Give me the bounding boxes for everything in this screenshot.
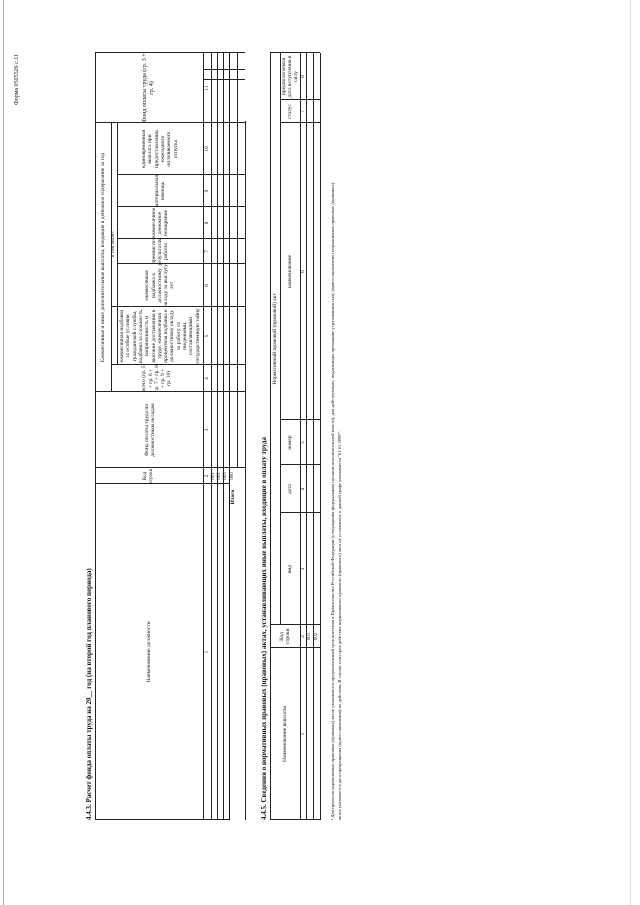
col-payment-header: Наименование выплаты bbox=[281, 705, 288, 763]
col-total-header: всего (гр. 5 + гр. 6 + гр. 7 + гр. 8 + гр. 9 + гр. 10) bbox=[141, 365, 173, 392]
col-salary-fund-header: Фонд оплаты труда по должностным окладам bbox=[143, 403, 156, 457]
scan-edge-right bbox=[630, 0, 631, 905]
col-num-445-1: 1 bbox=[299, 732, 306, 736]
col-5-header: ежемесячная надбавка за особые условия гражданской службы, надбавка за сложность, напряженность и высокие достижения в труде, ежемесячная процентная надбавка к должностному окладу за работу со сведениями, составляющими государственную тайну bbox=[118, 308, 201, 364]
col-num-7: 7 bbox=[203, 250, 210, 253]
in-total-label: в том числе: bbox=[111, 230, 117, 258]
legal-acts-table bbox=[270, 53, 320, 820]
col-num-2: 2 bbox=[203, 474, 210, 478]
col-num-10: 10 bbox=[203, 146, 210, 152]
col-num-445-2: 2 bbox=[299, 635, 306, 638]
footnote-line-2: актов указывается дата прекращения (приостановления) их действия. В случае если срок действия нормативного правового (правового) акта не установлен, в данной графе указывается "01 01 2099". bbox=[337, 431, 342, 820]
col-num-4: 4 bbox=[203, 377, 210, 380]
col-num-445-3: 3 bbox=[299, 567, 306, 571]
total-code: 900 bbox=[230, 472, 236, 480]
col-10-header: единовременная выплата при предоставлении ежегодного оплачиваемого отпуска bbox=[141, 129, 179, 169]
col-code-header-445: Код строки bbox=[278, 628, 291, 645]
col-status-header: статус bbox=[286, 104, 293, 119]
total-label: Итого bbox=[229, 489, 236, 505]
col-num-1: 1 bbox=[203, 650, 210, 654]
col-num-8: 8 bbox=[203, 221, 210, 225]
col-9-header: материальная помощь bbox=[153, 175, 166, 207]
col-number-header: номер bbox=[286, 435, 293, 450]
col-date-header: дата bbox=[286, 484, 293, 495]
col-8-header: ежемесячное денежное поощрение bbox=[150, 207, 170, 239]
row-code-445-001: 001 bbox=[306, 632, 312, 641]
col-fot-header: Фонд оплаты труда (гр. 3 + гр. 4) bbox=[142, 53, 155, 123]
col-num-445-7: 7 bbox=[299, 110, 306, 113]
row-code-002: 002 bbox=[217, 472, 223, 480]
row-code-001: 001 bbox=[211, 472, 217, 480]
footnote-line-1: ¹ Для проектов нормативных правовых (правовых) актов указываются предполагаемый срок внесения в Правительство Российской Федерации (утверждения федеральным органом исполнительной власти), для действующих, подлежащих признанию утратившими силу (приостановлению) нормативных правовых (правовых) bbox=[330, 182, 335, 820]
col-num-445-6: 6 bbox=[299, 270, 306, 273]
section-445-title: 4.4.5. Сведения о нормативных правовых (правовых) актах, устанавливающих иные выплаты, входящие в оплату труда bbox=[260, 437, 268, 820]
col-num-3: 3 bbox=[203, 428, 210, 432]
col-code-header: Код строки bbox=[143, 468, 154, 484]
form-label: Форма 0505526 с.11 bbox=[14, 53, 20, 105]
col-num-445-4: 4 bbox=[299, 487, 306, 491]
col-num-11: 11 bbox=[203, 85, 210, 91]
scan-edge-left bbox=[3, 0, 4, 905]
col-6-header: ежемесячная надбавка к должностному окладу за выслугу лет bbox=[144, 264, 176, 307]
group-header-legal-act: Нормативный правовой (правовой) акт bbox=[271, 293, 278, 385]
row-code-445-002: 002 bbox=[313, 632, 319, 641]
col-status-date-header: предполагаемая дата вступления в силу bbox=[280, 55, 300, 98]
col-type-header: вид bbox=[286, 564, 293, 574]
col-name-header: наименование bbox=[286, 254, 293, 289]
col-7-header: премии по результатам работы bbox=[150, 237, 170, 266]
col-num-445-5: 5 bbox=[299, 441, 306, 444]
col-num-6: 6 bbox=[203, 284, 210, 287]
col-position-header: Наименование должности bbox=[145, 621, 152, 683]
group-header-additional-payments: Ежемесячные и иные дополнительные выплаты, входящие в денежное содержание за год bbox=[99, 152, 106, 363]
col-num-9: 9 bbox=[203, 189, 210, 193]
row-code-003: 003 bbox=[223, 472, 229, 480]
section-443-title: 4.4.3. Расчет фонда оплаты труда на 20__ год (на второй год планового периода) bbox=[85, 568, 93, 820]
fot-calculation-table bbox=[95, 53, 245, 820]
col-num-445-8: 8 bbox=[299, 75, 306, 78]
col-num-5: 5 bbox=[203, 334, 210, 338]
